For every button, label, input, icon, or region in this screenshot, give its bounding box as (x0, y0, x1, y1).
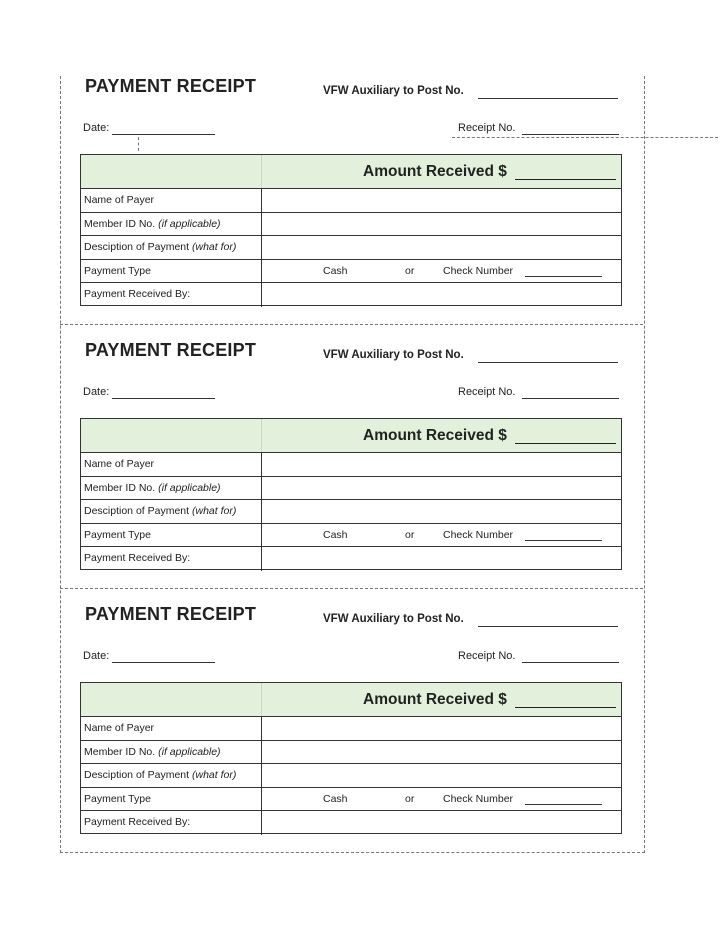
description-label: Desciption of Payment (what for) (84, 505, 237, 517)
receipt-number-field[interactable] (522, 134, 619, 135)
receipt-table (80, 418, 622, 570)
column-divider (261, 717, 262, 740)
post-number-field[interactable] (478, 98, 618, 99)
amount-field[interactable] (515, 443, 616, 444)
amount-received-label: Amount Received $ (363, 163, 507, 180)
post-number-label: VFW Auxiliary to Post No. (323, 349, 464, 361)
received-by-row (81, 283, 621, 307)
amount-divider (261, 155, 262, 188)
column-divider (261, 213, 262, 236)
date-field[interactable] (112, 398, 215, 399)
receipt-number-label: Receipt No. (458, 386, 516, 398)
column-divider (261, 500, 262, 523)
check-number-field[interactable] (525, 804, 602, 805)
post-number-label: VFW Auxiliary to Post No. (323, 613, 464, 625)
post-number-field[interactable] (478, 626, 618, 627)
payment-receipt (60, 76, 643, 324)
received-by-label: Payment Received By: (84, 288, 191, 300)
receipt-number-field[interactable] (522, 398, 619, 399)
date-field[interactable] (112, 134, 215, 135)
column-divider (261, 764, 262, 787)
payer-label: Name of Payer (84, 722, 155, 734)
column-divider (261, 524, 262, 547)
column-divider (261, 283, 262, 307)
column-divider (261, 788, 262, 811)
amount-received-label: Amount Received $ (363, 691, 507, 708)
check-number-label: Check Number (443, 264, 514, 277)
payment-receipt (60, 604, 643, 852)
post-number-label: VFW Auxiliary to Post No. (323, 85, 464, 97)
member-id-label: Member ID No. (if applicable) (84, 217, 221, 230)
payment-receipt (60, 340, 643, 588)
payment-type-label: Payment Type (84, 792, 151, 805)
description-label: Desciption of Payment (what for) (84, 241, 237, 253)
payer-row (81, 189, 621, 213)
receipt-table (80, 154, 622, 306)
payment-type-row (81, 524, 621, 548)
check-number-label: Check Number (443, 792, 514, 805)
amount-divider (261, 683, 262, 716)
amount-divider (261, 419, 262, 452)
received-by-label: Payment Received By: (84, 552, 191, 564)
receipt-title: PAYMENT RECEIPT (85, 604, 257, 624)
or-label: or (405, 264, 415, 277)
member-id-label: Member ID No. (if applicable) (84, 745, 221, 758)
post-number-field[interactable] (478, 362, 618, 363)
description-label: Desciption of Payment (what for) (84, 769, 237, 781)
member-id-row (81, 213, 621, 237)
member-id-row (81, 741, 621, 765)
amount-row (81, 419, 621, 453)
amount-field[interactable] (515, 707, 616, 708)
description-row (81, 764, 621, 788)
or-label: or (405, 528, 415, 541)
receipt-title: PAYMENT RECEIPT (85, 76, 257, 96)
cut-line (60, 324, 643, 325)
column-divider (261, 741, 262, 764)
receipt-table (80, 682, 622, 834)
payer-row (81, 717, 621, 741)
column-divider (261, 189, 262, 212)
member-id-row (81, 477, 621, 501)
payer-row (81, 453, 621, 477)
receipt-title: PAYMENT RECEIPT (85, 340, 257, 360)
column-divider (261, 547, 262, 571)
payment-type-label: Payment Type (84, 264, 151, 277)
received-by-label: Payment Received By: (84, 816, 191, 828)
cut-line (60, 588, 643, 589)
amount-field[interactable] (515, 179, 616, 180)
date-field[interactable] (112, 662, 215, 663)
amount-row (81, 683, 621, 717)
cash-option[interactable]: Cash (323, 264, 348, 277)
payer-label: Name of Payer (84, 458, 155, 470)
amount-row (81, 155, 621, 189)
description-row (81, 500, 621, 524)
or-label: or (405, 792, 415, 805)
cash-option[interactable]: Cash (323, 528, 348, 541)
check-number-field[interactable] (525, 540, 602, 541)
column-divider (261, 477, 262, 500)
receipt-number-label: Receipt No. (458, 650, 516, 662)
column-divider (261, 453, 262, 476)
date-label: Date: (83, 122, 110, 134)
check-number-field[interactable] (525, 276, 602, 277)
date-label: Date: (83, 650, 110, 662)
payment-type-row (81, 788, 621, 812)
column-divider (261, 260, 262, 283)
member-id-label: Member ID No. (if applicable) (84, 481, 221, 494)
payment-type-label: Payment Type (84, 528, 151, 541)
cash-option[interactable]: Cash (323, 792, 348, 805)
column-divider (261, 811, 262, 835)
date-label: Date: (83, 386, 110, 398)
receipt-number-field[interactable] (522, 662, 619, 663)
check-number-label: Check Number (443, 528, 514, 541)
column-divider (261, 236, 262, 259)
receipt-number-label: Receipt No. (458, 122, 516, 134)
payer-label: Name of Payer (84, 194, 155, 206)
payment-type-row (81, 260, 621, 284)
received-by-row (81, 811, 621, 835)
amount-received-label: Amount Received $ (363, 427, 507, 444)
received-by-row (81, 547, 621, 571)
description-row (81, 236, 621, 260)
